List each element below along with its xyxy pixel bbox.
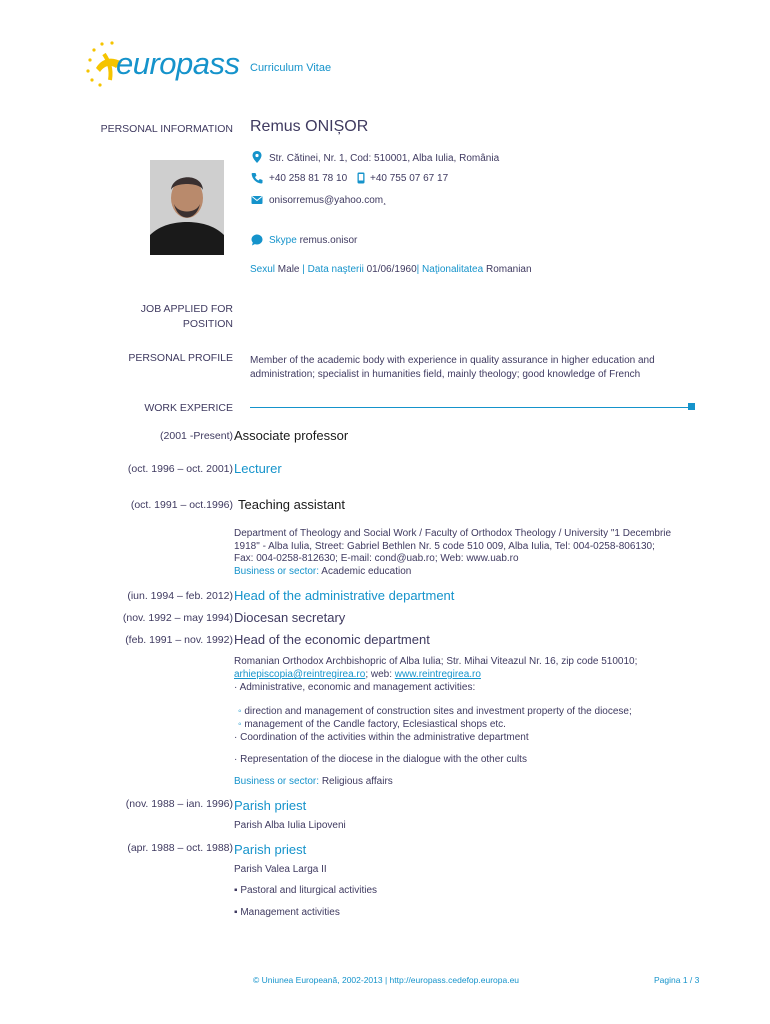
business-label: Business or sector: xyxy=(234,776,320,787)
entry-date: (feb. 1991 – nov. 1992) xyxy=(125,634,233,646)
entry-place: Parish Alba Iulia Lipoveni xyxy=(234,820,346,831)
business-label: Business or sector: xyxy=(234,566,320,577)
bullet-item: · Coordination of the activities within the administrative department xyxy=(234,732,529,743)
mobile-icon xyxy=(355,172,367,184)
personal-info-label: PERSONAL INFORMATION xyxy=(100,123,233,135)
dob-label: Data naşterii xyxy=(307,264,364,275)
skype-icon xyxy=(251,234,263,246)
separator: | xyxy=(302,264,305,275)
europass-logo xyxy=(82,38,242,90)
sub-bullet-item: ◦ direction and management of construction sites and investment property of the diocese; xyxy=(238,706,632,717)
nationality-value: Romanian xyxy=(485,264,532,275)
entry-title: Head of the economic department xyxy=(234,632,430,647)
entry-date: (apr. 1988 – oct. 1988) xyxy=(127,842,233,854)
entry-title: Parish priest xyxy=(234,842,307,857)
entry-place: Parish Valea Larga II xyxy=(234,864,327,875)
footer-copyright: © Uniunea Europeană, 2002-2013 | http://europass.cedefop.europa.eu xyxy=(253,975,520,985)
entry-date: (2001 -Present) xyxy=(160,430,233,442)
email-icon xyxy=(251,194,263,206)
entry-date: (nov. 1992 – may 1994) xyxy=(122,612,233,624)
business-sector-row xyxy=(234,566,411,577)
email xyxy=(269,195,386,206)
entry-date: (nov. 1988 – ian. 1996) xyxy=(125,798,233,810)
work-experience-label: WORK EXPERICE xyxy=(144,402,233,414)
sex-label: Sexul xyxy=(250,264,276,275)
skype-label: Skype xyxy=(269,235,297,246)
phone-icon xyxy=(251,172,263,184)
entry-title: Associate professor xyxy=(234,428,349,443)
web-prefix: ; web: xyxy=(365,669,393,680)
person-name: Remus ONIȘOR xyxy=(250,118,369,135)
activity-item: ▪ Management activities xyxy=(234,907,340,918)
employer-links xyxy=(234,669,481,680)
location-icon xyxy=(251,151,263,163)
entry-title: Lecturer xyxy=(234,461,282,476)
phone: +40 258 81 78 10 xyxy=(269,173,348,184)
personal-profile-text: Member of the academic body with experience in quality assurance in higher education and administration; specialist in humanities field, mainly theology; good knowledge of French xyxy=(250,355,655,380)
bullet-item: · Representation of the diocese in the dialogue with the other cults xyxy=(234,754,527,765)
business-value: Religious affairs xyxy=(321,776,393,787)
dob-value: 01/06/1960 xyxy=(366,264,417,275)
nationality-label: Naţionalitatea xyxy=(422,264,484,275)
employer-web-link[interactable]: www.reintregirea.ro xyxy=(394,669,481,680)
personal-details-row xyxy=(250,264,532,275)
business-value: Academic education xyxy=(321,566,412,577)
doc-title: Curriculum Vitae xyxy=(250,62,332,74)
entry-date: (iun. 1994 – feb. 2012) xyxy=(127,590,233,602)
mobile: +40 755 07 67 17 xyxy=(370,173,449,184)
page-number: Pagina 1 / 3 xyxy=(654,975,700,985)
entry-title: Parish priest xyxy=(234,798,307,813)
entry-date: (oct. 1991 – oct.1996) xyxy=(130,499,233,511)
personal-profile-label: PERSONAL PROFILE xyxy=(128,352,233,364)
activity-item: ▪ Pastoral and liturgical activities xyxy=(234,885,378,896)
business-sector-row xyxy=(234,776,393,787)
email-suffix: ¸ xyxy=(383,195,387,206)
address: Str. Cătinei, Nr. 1, Cod: 510001, Alba Iulia, România xyxy=(269,153,500,164)
section-divider xyxy=(250,407,690,408)
profile-photo xyxy=(150,160,224,255)
skype-value: remus.onisor xyxy=(299,235,358,246)
employer-email-link[interactable]: arhiepiscopia@reintregirea.ro xyxy=(234,669,366,680)
employer-details: Department of Theology and Social Work / Faculty of Orthodox Theology / University "1 Decembrie 1918" - Alba Iulia, Street: Gabriel Bethlen Nr. 5 code 510 009, Alba Iulia, Tel: 004-0258-806130; Fax: 004-0258-812630; E-mail: cond@uab.ro; Web: www.uab.ro xyxy=(234,528,672,564)
entry-title: Diocesan secretary xyxy=(234,610,346,625)
skype-row xyxy=(269,235,357,246)
entry-title: Head of the administrative department xyxy=(234,588,455,603)
separator: | xyxy=(416,264,420,275)
logo-text: europass xyxy=(116,46,240,81)
entry-date: (oct. 1996 – oct. 2001) xyxy=(127,463,233,475)
bullet-item: · Administrative, economic and management activities: xyxy=(234,682,476,693)
entry-title: Teaching assistant xyxy=(238,497,345,512)
employer-line: Romanian Orthodox Archbishopric of Alba Iulia; Str. Mihai Viteazul Nr. 16, zip code 510010; xyxy=(234,656,638,667)
job-applied-label: JOB APPLIED FOR POSITION xyxy=(140,303,233,330)
sub-bullet-item: ◦ management of the Candle factory, Eclesiastical shops etc. xyxy=(238,719,506,730)
section-marker xyxy=(688,403,695,410)
email-value[interactable]: onisorremus@yahoo.com xyxy=(269,195,384,206)
sex-value: Male xyxy=(277,264,300,275)
